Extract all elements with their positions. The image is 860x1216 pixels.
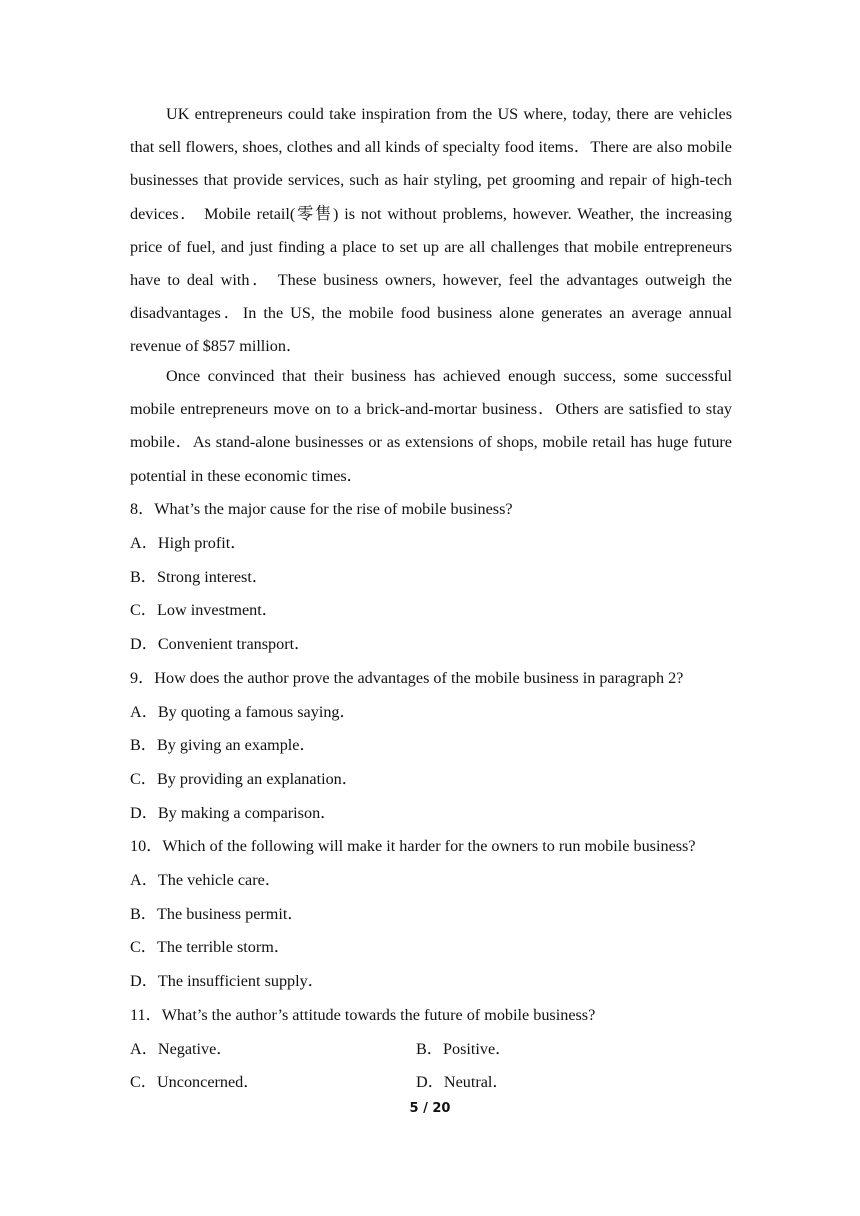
question-9-stem: 9．How does the author prove the advantages of the mobile business in paragraph 2? [130,669,684,687]
question-8-stem: 8．What’s the major cause for the rise of mobile business? [130,500,513,518]
question-8-option-c: C．Low investment． [130,601,278,619]
question-10-option-d: D．The insufficient supply． [130,972,324,990]
page-number: 5 / 20 [409,1101,451,1116]
question-11-option-c: C．Unconcerned． [130,1073,260,1091]
question-9-option-d: D．By making a comparison． [130,804,337,822]
question-10-option-c: C．The terrible storm． [130,938,291,956]
question-9-option-c: C．By providing an explanation． [130,770,358,788]
question-11-option-b: B．Positive． [416,1040,512,1058]
question-9-option-a: A．By quoting a famous saying． [130,703,356,721]
question-11-stem: 11．What’s the author’s attitude towards the future of mobile business? [130,1006,596,1024]
passage-paragraph-2: Once convinced that their business has achieved enough success, some successful mobile entrepreneurs move on to a brick-and-mortar business．Others are satisfied to stay mobile．As stand-alone businesses or as extensions of shops, mobile retail has huge future potential in these economic times． [130,367,732,485]
question-11-option-d: D．Neutral． [416,1073,509,1091]
passage-paragraph-1: UK entrepreneurs could take inspiration from the US where, today, there are vehicles that sell flowers, shoes, clothes and all kinds of specialty food items．There are also mobile businesses that provide services, such as hair styling, pet grooming and repair of high-tech devices． Mobile retail(零售) is not without problems, however. Weather, the increasing price of fuel, and just finding a place to set up are all challenges that mobile entrepreneurs have to deal with． These business owners, however, feel the advantages outweigh the disadvantages．In the US, the mobile food business alone generates an average annual revenue of $857 million． [130,105,732,356]
question-9-option-b: B．By giving an example． [130,736,316,754]
question-8-option-b: B．Strong interest． [130,568,269,586]
question-11-option-a: A．Negative． [130,1040,233,1058]
question-10-option-b: B．The business permit． [130,905,304,923]
question-8-option-d: D．Convenient transport． [130,635,311,653]
question-10-stem: 10．Which of the following will make it harder for the owners to run mobile business? [130,837,696,855]
question-8-option-a: A．High profit． [130,534,247,552]
question-10-option-a: A．The vehicle care． [130,871,282,889]
